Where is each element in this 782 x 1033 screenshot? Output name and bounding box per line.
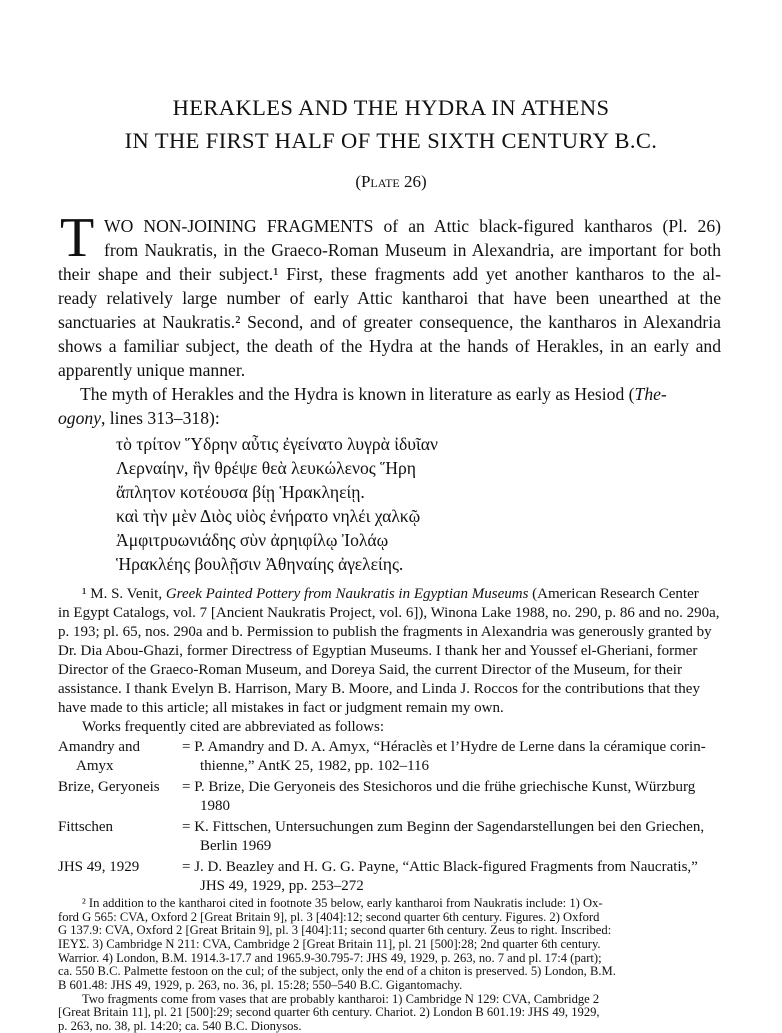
abbreviation-definition: 1980 (200, 798, 230, 814)
footnote-1-line-1 (82, 585, 721, 604)
paragraph-1-line-6: shows a familiar subject, the death of the Hydra at the hands of Herakles, in an early and (58, 336, 721, 356)
abbreviation-key: Amandry and (58, 739, 141, 755)
footnote-text: (American Research Center (528, 586, 699, 602)
footnote-1-line-3: p. 193; pl. 65, nos. 290a and b. Permission to publish the fragments in Alexandria was generously granted by (58, 624, 712, 640)
theogony-title-part-1: The- (634, 384, 667, 404)
footnote-1-line-4: Dr. Dia Abou-Ghazi, former Directress of Egyptian Museums. I thank her and Youssef el-Gheriani, former (58, 643, 698, 659)
footnote-1-line-6: assistance. I thank Evelyn B. Harrison, Mary B. Moore, and Linda J. Roccos for the contributions that they (58, 681, 700, 697)
footnote-2-line-2: ford G 565: CVA, Oxford 2 [Great Britain 9], pl. 3 [404]:12; second quarter 6th century. Figures. 2) Oxford (58, 909, 600, 924)
paragraph-2-line-1 (80, 382, 721, 406)
cited-title: Greek Painted Pottery from Naukratis in Egyptian Museums (165, 586, 529, 602)
footnote-1-line-5: Director of the Graeco-Roman Museum, and Doreya Said, the current Director of the Museum, for their (58, 662, 682, 678)
footnote-2-line-1: ² In addition to the kantharoi cited in footnote 35 below, early kantharoi from Naukratis include: 1) Ox- (82, 896, 603, 910)
abbreviation-definition: Berlin 1969 (200, 838, 272, 854)
abbreviation-definition: JHS 49, 1929, pp. 253–272 (200, 878, 364, 894)
footnote-2-line-7: B 601.48: JHS 49, 1929, p. 263, no. 36, pl. 15:28; 550–540 B.C. Gigantomachy. (58, 978, 463, 992)
greek-verse-line: Λερναίην, ἣν θρέψε θεὰ λευκώλενος Ἥρη (116, 458, 416, 478)
footnote-2-line-6: ca. 550 B.C. Palmette festoon on the cul; of the subject, only the end of a chiton is preserved. 5) London, B.M. (58, 964, 616, 979)
paragraph-2-line-2 (58, 406, 721, 430)
footnote-2-line-5: Warrior. 4) London, B.M. 1914.3-17.7 and 1965.9-30.795-7: JHS 49, 1929, p. 263, no. 7 and pl. 17:4 (part); (58, 950, 602, 965)
paragraph-1-line-3: their shape and their subject.¹ First, these fragments add yet another kantharos to the al- (58, 264, 721, 284)
theogony-title-part-2: ogony (58, 408, 101, 428)
article-title-line-1: HERAKLES AND THE HYDRA IN ATHENS (172, 95, 610, 120)
footnote-2-line-8: Two fragments come from vases that are probably kantharoi: 1) Cambridge N 129: CVA, Cambridge 2 (82, 991, 600, 1006)
paragraph-1-line-1: WO NON-JOINING FRAGMENTS of an Attic black-figured kantharos (Pl. 26) (104, 216, 721, 236)
article-title-line-2: IN THE FIRST HALF OF THE SIXTH CENTURY B.C. (124, 128, 658, 153)
footnote-2-line-3: G 137.9: CVA, Oxford 2 [Great Britain 9], pl. 3 [404]:11; second quarter 6th century. Zeus to right. Inscribed: (58, 923, 612, 938)
greek-verse-line: τὸ τρίτον Ὕδρην αὖτις ἐγείνατο λυγρὰ ἰδυῖαν (116, 434, 438, 454)
abbreviation-definition: = P. Brize, Die Geryoneis des Stesichoros und die frühe griechische Kunst, Würzburg (182, 779, 696, 795)
footnote-1-line-8: Works frequently cited are abbreviated as follows: (82, 719, 385, 735)
plate-reference: (Plate 26) (355, 172, 427, 191)
greek-verse-line: Ἀμφιτρυωνιάδης σὺν ἀρηιφίλῳ Ἰολάῳ (116, 530, 389, 550)
paragraph-1-line-7: apparently unique manner. (58, 360, 246, 380)
paragraph-1-line-5: sanctuaries at Naukratis.² Second, and of greater consequence, the kantharos in Alexandria (58, 312, 721, 332)
footnote-2-line-4: ΙΕΥΣ. 3) Cambridge N 211: CVA, Cambridge 2 [Great Britain 11], pl. 21 [500]:28; 2nd quarter 6th century. (58, 937, 601, 951)
greek-verse-line: καὶ τὴν μὲν Διὸς υἱὸς ἐνήρατο νηλέι χαλκῷ (116, 506, 421, 526)
abbreviation-definition: = J. D. Beazley and H. G. G. Payne, “Attic Black-figured Fragments from Naucratis,” (182, 859, 698, 875)
paragraph-2-text: , lines 313–318): (101, 408, 220, 428)
paragraph-1-line-4: ready relatively large number of early Attic kantharoi that have been unearthed at the (58, 288, 721, 308)
footnote-2-line-10: p. 263, no. 38, pl. 14:20; ca. 540 B.C. Dionysos. (58, 1019, 302, 1033)
abbreviation-definition: thienne,” AntK 25, 1982, pp. 102–116 (200, 758, 430, 774)
abbreviation-definition: = K. Fittschen, Untersuchungen zum Beginn der Sagendarstellungen bei den Griechen, (182, 819, 705, 835)
abbreviation-key: Fittschen (58, 819, 113, 835)
abbreviation-key: Brize, Geryoneis (58, 779, 160, 795)
abbreviation-definition: = P. Amandry and D. A. Amyx, “Héraclès et l’Hydre de Lerne dans la céramique corin- (182, 739, 706, 755)
footnote-1-line-7: have made to this article; all mistakes in fact or judgment remain my own. (58, 700, 504, 716)
paragraph-2-text: The myth of Herakles and the Hydra is known in literature as early as Hesiod ( (80, 384, 635, 404)
drop-cap: T (60, 207, 95, 269)
footnote-2-line-9: [Great Britain 11], pl. 21 [500]:29; second quarter 6th century. Chariot. 2) London B 601.19: JHS 49, 1929, (58, 1005, 600, 1020)
abbreviation-key: JHS 49, 1929 (58, 859, 140, 875)
greek-verse-line: ἄπλητον κοτέουσα βίῃ Ἡρακληείῃ. (116, 482, 365, 502)
footnote-1-line-2: in Egypt Catalogs, vol. 7 [Ancient Naukratis Project, vol. 6]), Winona Lake 1988, no. 290, p. 86 and no. 290a, (58, 605, 720, 621)
greek-verse-line: Ἡρακλέης βουλῇσιν Ἀθηναίης ἀγελείης. (116, 554, 404, 574)
footnote-text: ¹ M. S. Venit, (82, 586, 166, 602)
abbreviation-key: Amyx (76, 758, 114, 774)
paragraph-1-line-2: from Naukratis, in the Graeco-Roman Museum in Alexandria, are important for both (104, 240, 721, 260)
